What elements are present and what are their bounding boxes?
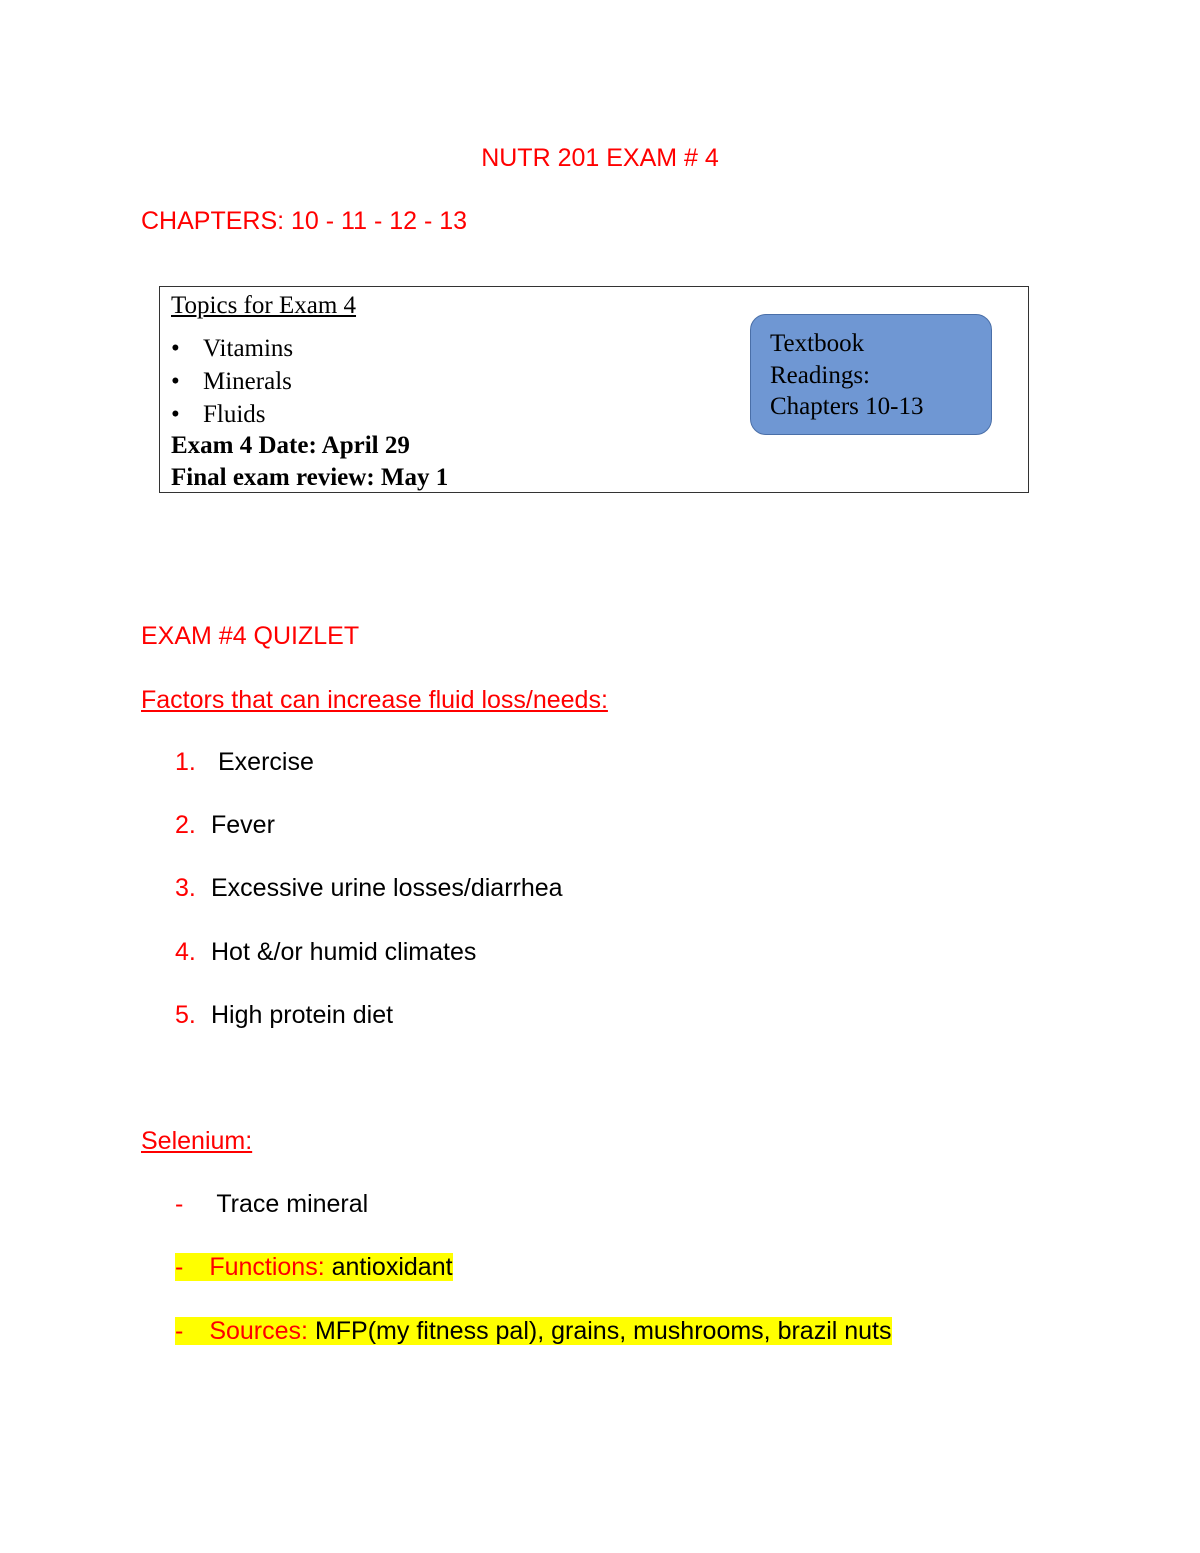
list-text: High protein diet (211, 1001, 394, 1029)
list-text: Fever (211, 811, 275, 839)
readings-line: Textbook (770, 330, 865, 357)
list-number: 5. (175, 1001, 196, 1029)
topic-item: • Minerals (171, 368, 292, 395)
quizlet-title: EXAM #4 QUIZLET (141, 622, 360, 650)
list-number: 4. (175, 938, 196, 966)
topic-item: • Vitamins (171, 335, 294, 362)
page-title: NUTR 201 EXAM # 4 (481, 144, 719, 172)
selenium-heading: Selenium: (141, 1127, 253, 1155)
list-item (175, 873, 563, 903)
list-number: 3. (175, 874, 196, 902)
textbook-readings-box (750, 314, 992, 435)
dash-bullet: - (175, 1190, 184, 1218)
list-number: 2. (175, 811, 196, 839)
readings-line: Readings: (770, 362, 870, 389)
functions-value: antioxidant (331, 1253, 453, 1281)
dash-bullet: - (175, 1317, 184, 1345)
final-review-date: Final exam review: May 1 (171, 464, 449, 491)
bullet-icon: • (171, 335, 180, 362)
list-item (175, 937, 476, 967)
functions-label: Functions: (209, 1253, 325, 1281)
selenium-trace-item (175, 1189, 368, 1219)
topic-item: • Fluids (171, 401, 266, 428)
chapters-line: CHAPTERS: 10 - 11 - 12 - 13 (141, 207, 468, 235)
fluid-factors-heading: Factors that can increase fluid loss/needs: (141, 686, 608, 714)
sources-label: Sources: (209, 1317, 308, 1345)
bullet-icon: • (171, 368, 180, 395)
list-item (175, 1000, 393, 1030)
list-item (175, 810, 275, 840)
dash-bullet: - (175, 1253, 184, 1281)
list-text: Exercise (218, 748, 314, 776)
topics-heading: Topics for Exam 4 (171, 292, 357, 319)
list-text: Hot &/or humid climates (211, 938, 477, 966)
topics-box (159, 286, 1029, 493)
exam-date: Exam 4 Date: April 29 (171, 432, 410, 459)
selenium-functions-item (175, 1252, 453, 1282)
sources-value: MFP(my fitness pal), grains, mushrooms, brazil nuts (314, 1317, 892, 1345)
selenium-sources-item (175, 1316, 892, 1346)
list-item (175, 747, 314, 777)
list-text: Excessive urine losses/diarrhea (211, 874, 563, 902)
readings-line: Chapters 10-13 (770, 393, 924, 420)
list-number: 1. (175, 748, 196, 776)
bullet-icon: • (171, 401, 180, 428)
list-text: Trace mineral (216, 1190, 369, 1218)
